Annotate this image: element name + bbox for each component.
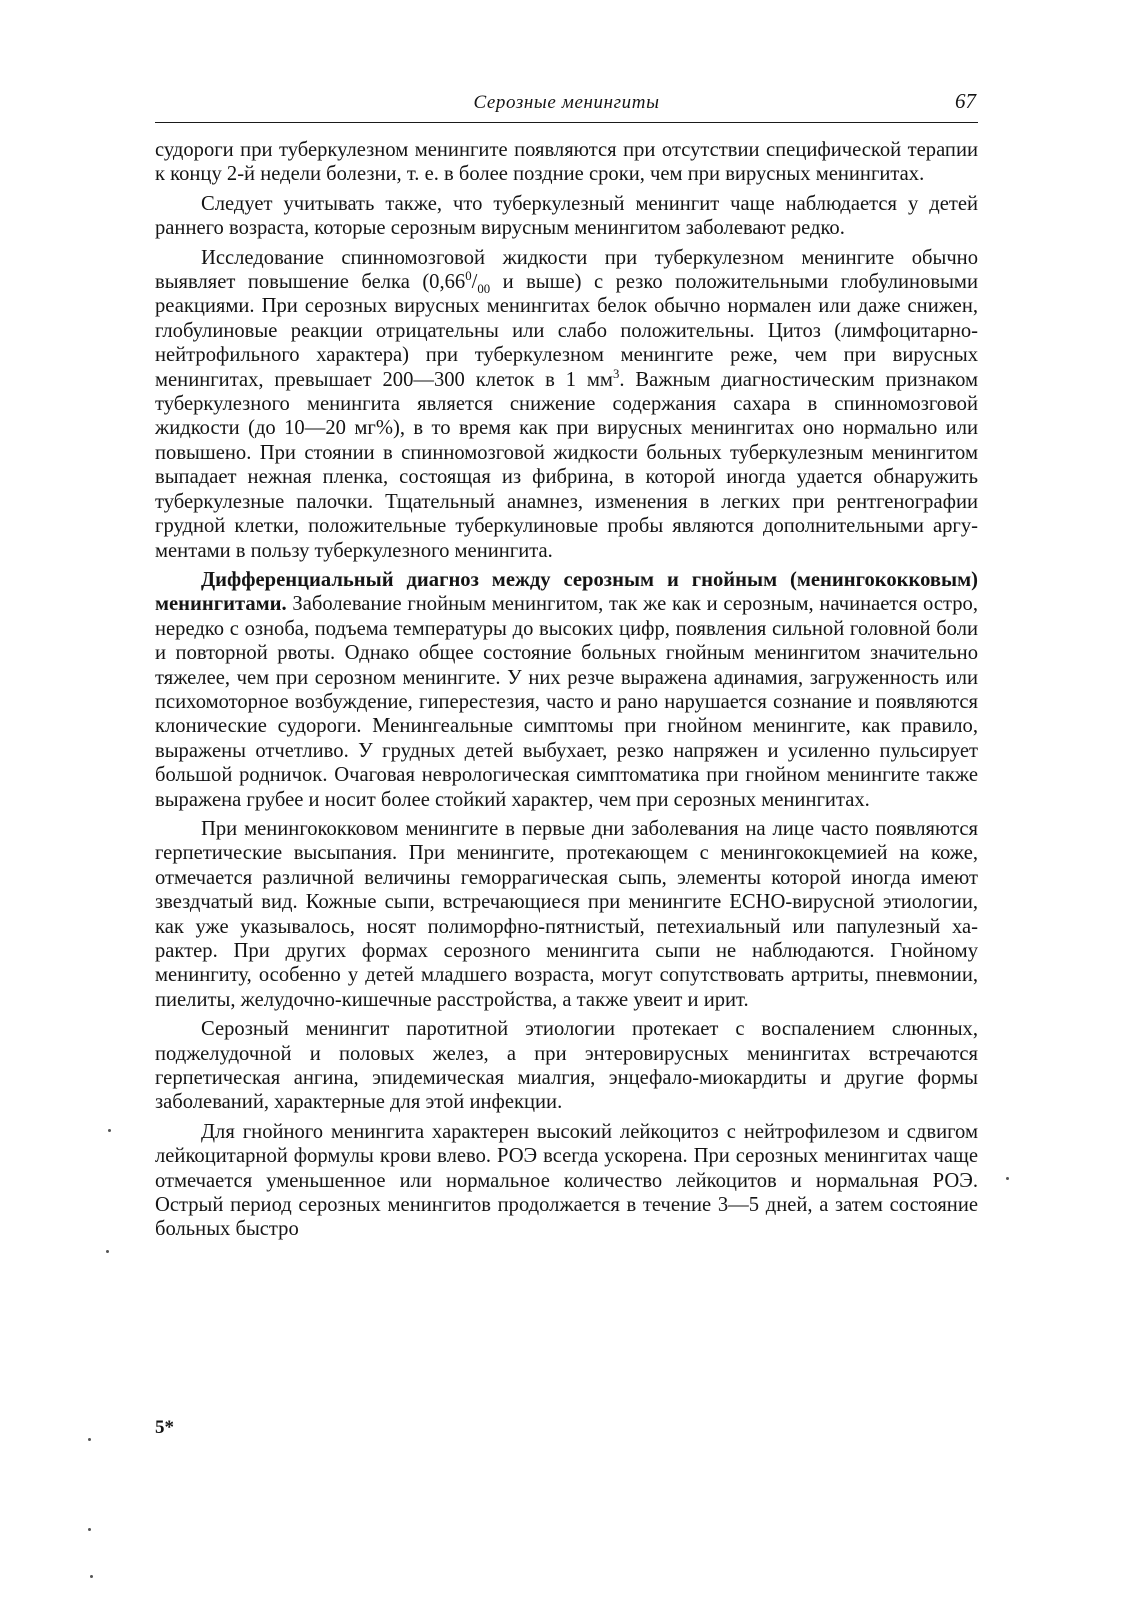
body-text xyxy=(155,138,978,1247)
paragraph-4 xyxy=(155,568,978,812)
running-title: Серозные менингиты xyxy=(473,92,660,113)
paragraph-7: Для гнойного менингита характерен высокий лейкоцитоз с нейтрофилезом и сдвигом лейкоцитарной формулы крови влево. РОЭ всегда ускорена. При серозных менингитах чаще отмечается уменьшенное или нормальное количество лейкоцитов и нормальная РОЭ. Острый период серозных менингитов продолжается в течение 3—5 дней, а затем состояние больных быстро xyxy=(155,1120,978,1241)
permille-sup: 0 xyxy=(465,269,472,284)
paragraph-6: Серозный менингит паротитной этиологии протекает с воспалением слюнных, поджелудочной и половых желез, а при энтеровирусных менингитах встречаются герпетическая ангина, эпидемическая миалгия, энцефало-миокардиты и другие формы заболеваний, характерные для этой инфекции. xyxy=(155,1018,978,1114)
paragraph-3-part-3: . Важным диагностическим признаком туберкулезного менингита является снижение содержания сахара в спинномозговой жидкости (до 10—20 мг%), в то время как при вирусных менингитах оно нормально или повышено. При стоянии в спинномозговой жидкости больных туберкулезным менингитом выпадает нежная пленка, состоящая из фибрина, в которой иногда удается обнаружить туберкулезные палочки. Тщательный анамнез, изменения в легких при рентгенографии грудной клетки, положительные туберкулиновые пробы являются дополнительными аргументами в пользу туберкулезного менингита. xyxy=(155,368,978,562)
section-heading-differential-diagnosis: Дифференциальный диагноз между серозным и гнойным (менингококковым) менингитами. xyxy=(155,568,978,616)
margin-speck xyxy=(88,1438,91,1441)
paragraph-3: Исследование спинномозговой жидкости при туберкулезном менингите обычно выявляет повышение белка ($0,66^0/_{00}$ и выше) с резко положительными глобулиновыми реакциями. При серозных вирусных менингитах белок обычно нормален или даже снижен, глобулиновые реакции отрицательны или слабо положительны. Цитоз (лимфоцитарно-нейтрофильного характера) при туберкулезном менингите реже, чем при вирусных менингитах, превышает 200—300 клеток в 1 $мм^3$. Важным диагностическим признаком туберкулезного менингита является снижение содержания сахара в спинномозговой жидкости (до 10—20 мг%), в то время как при вирусных менингитах оно нормально или повышено. При стоянии в спинномозговой жидкости больных туберкулезным менингитом выпадает нежная пленка, состоящая из фибрина, в которой иногда удается обнаружить туберкулезные палочки. Тщательный анамнез, изменения в легких при рентгенографии грудной клетки, положительные туберкулиновые пробы являются дополнительными аргументами в пользу туберкулезного менингита. xyxy=(155,246,978,562)
paragraph-5: При менингококковом менингите в первые дни заболевания на лице часто появляются герпетические высыпания. При менингите, протекающем с менингококцемией на коже, отмечается различной величины геморрагическая сыпь, элементы которой иногда имеют звездчатый вид. Кожные сыпи, встречающиеся при менингите ЕСНО-вирусной этиологии, как уже указывалось, носят полиморфно-пятнистый, петехиальный или папулезный характер. При других формах серозного менингита сыпи не наблюдаются. Гнойному менингиту, особенно у детей младшего возраста, могут сопутствовать артриты, пневмонии, пиелиты, желудочно-кишечные расстройства, а также увеит и ирит. xyxy=(155,817,978,1011)
paragraph-1: судороги при туберкулезном менингите появляются при отсутствии специфической терапии к концу 2-й недели болезни, т. е. в более поздние сроки, чем при вирусных менингитах. xyxy=(155,139,978,186)
cubic-exponent: 3 xyxy=(612,366,620,381)
margin-speck xyxy=(1006,1177,1009,1180)
margin-speck xyxy=(106,1250,109,1253)
permille-sub: 00 xyxy=(477,282,491,297)
margin-speck xyxy=(108,1129,111,1132)
margin-speck xyxy=(90,1575,93,1578)
paragraph-3-part-1: Исследование спинномозговой жидкости при туберкулезном менингите обычно выявляет повышение белка (0,66 xyxy=(155,246,978,294)
page-number: 67 xyxy=(955,89,976,113)
margin-speck xyxy=(88,1528,91,1531)
paragraph-3-part-2: и выше) с резко положительными глобулиновыми реакциями. При серозных вирусных менингитах белок обычно нормален или даже снижен, глобулиновые реакции отрицательны или слабо положительны. Цитоз (лимфоцитарно-нейтрофильного характера) при туберкулезном менингите реже, чем при вирусных менингитах, превышает 200—300 клеток в 1 мм xyxy=(155,271,978,391)
paragraph-4-text: Заболевание гнойным менингитом, так же как и серозным, начинается остро, нередко с озноба, подъема температуры до высоких цифр, появления сильной головной боли и повторной рвоты. Однако общее состояние больных гнойным менингитом значительно тяжелее, чем при серозном менингите. У них резче выражена адинамия, загруженность или психомоторное возбуждение, гиперестезия, часто и рано нарушается сознание и появляются клонические судороги. Менингеальные симптомы при гнойном менингите, как правило, выражены отчетливо. У грудных детей выбухает, резко напряжен и усиленно пульсирует большой родничок. Очаговая неврологическая симптоматика при гнойном менингите также выражена грубее и носит более стойкий характер, чем при серозных менингитах. xyxy=(155,593,978,811)
page-header xyxy=(155,89,978,123)
signature-mark: 5* xyxy=(155,1417,174,1438)
paragraph-2: Следует учитывать также, что туберкулезный менингит чаще наблюдается у детей раннего возраста, которые серозным вирусным менингитом заболевают редко. xyxy=(155,192,978,240)
